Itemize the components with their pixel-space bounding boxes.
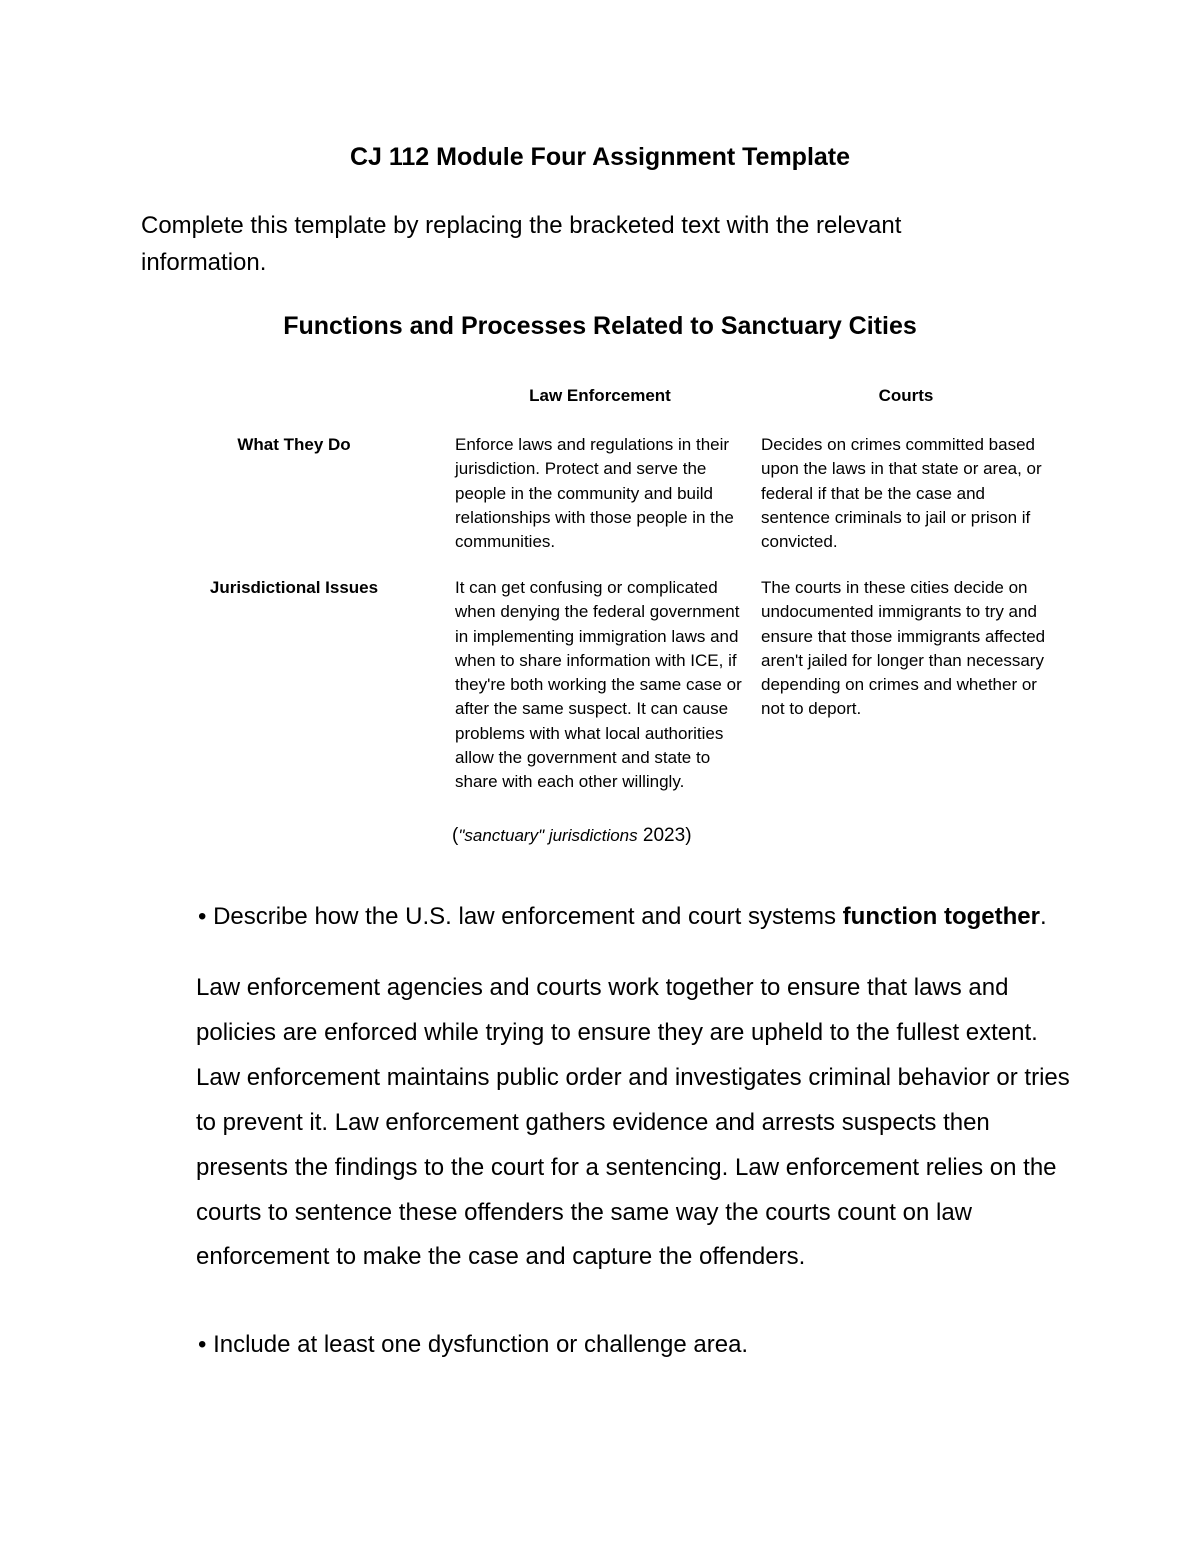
bullet-emphasis: function together [842,903,1040,930]
row-header-what-they-do: What They Do [237,435,351,454]
citation-source: "sanctuary" jurisdictions [458,826,638,845]
answer-paragraph: Law enforcement agencies and courts work together to ensure that laws and policies are enforced while trying to ensure they are upheld to the fullest extent. Law enforcement maintains public order and investigates criminal behavior or tries to prevent it. Law enforcement gathers evidence and arrests suspects then presents the findings to the court for a sentencing. Law enforcement relies on the courts to sentence these offenders the same way the courts count on law enforcement to make the case and capture the offenders. [196,974,1070,1271]
citation-year: 2023 [642,825,686,846]
citation [452,822,692,850]
table-title: Functions and Processes Related to Sanctuary Cities [283,312,917,340]
document-title: CJ 112 Module Four Assignment Template [349,143,851,171]
row-header-jurisdictional-issues: Jurisdictional Issues [209,578,379,597]
cell-courts-what-they-do: Decides on crimes committed based upon the laws in that state or area, or federal if that be the case and sentence criminals to jail or prison if convicted. [761,435,1042,552]
bullet-prefix: • Describe how the U.S. law enforcement and court systems [198,903,843,930]
column-header-law-enforcement: Law Enforcement [529,386,671,405]
cell-law-enforcement-jurisdictional-issues: It can get confusing or complicated when denying the federal government in implementing immigration laws and when to share information with ICE, if they're both working the same case or after the same suspect. It can cause problems with what local authorities allow the government and state to share with each other willingly. [455,578,742,792]
citation-open: ( [452,825,459,846]
instructions-text: Complete this template by replacing the bracketed text with the relevant information. [141,212,902,276]
bullet-suffix: . [1039,903,1047,930]
column-header-courts: Courts [878,386,934,405]
bullet-describe-function [198,899,1058,934]
cell-courts-jurisdictional-issues: The courts in these cities decide on undocumented immigrants to try and ensure that those immigrants affected aren't jailed for longer than necessary depending on crimes and whether or not to deport. [761,578,1046,719]
citation-close: ) [685,825,692,846]
cell-law-enforcement-what-they-do: Enforce laws and regulations in their jurisdiction. Protect and serve the people in the community and build relationships with those people in the communities. [455,435,734,552]
bullet-dysfunction: • Include at least one dysfunction or challenge area. [198,1331,749,1358]
